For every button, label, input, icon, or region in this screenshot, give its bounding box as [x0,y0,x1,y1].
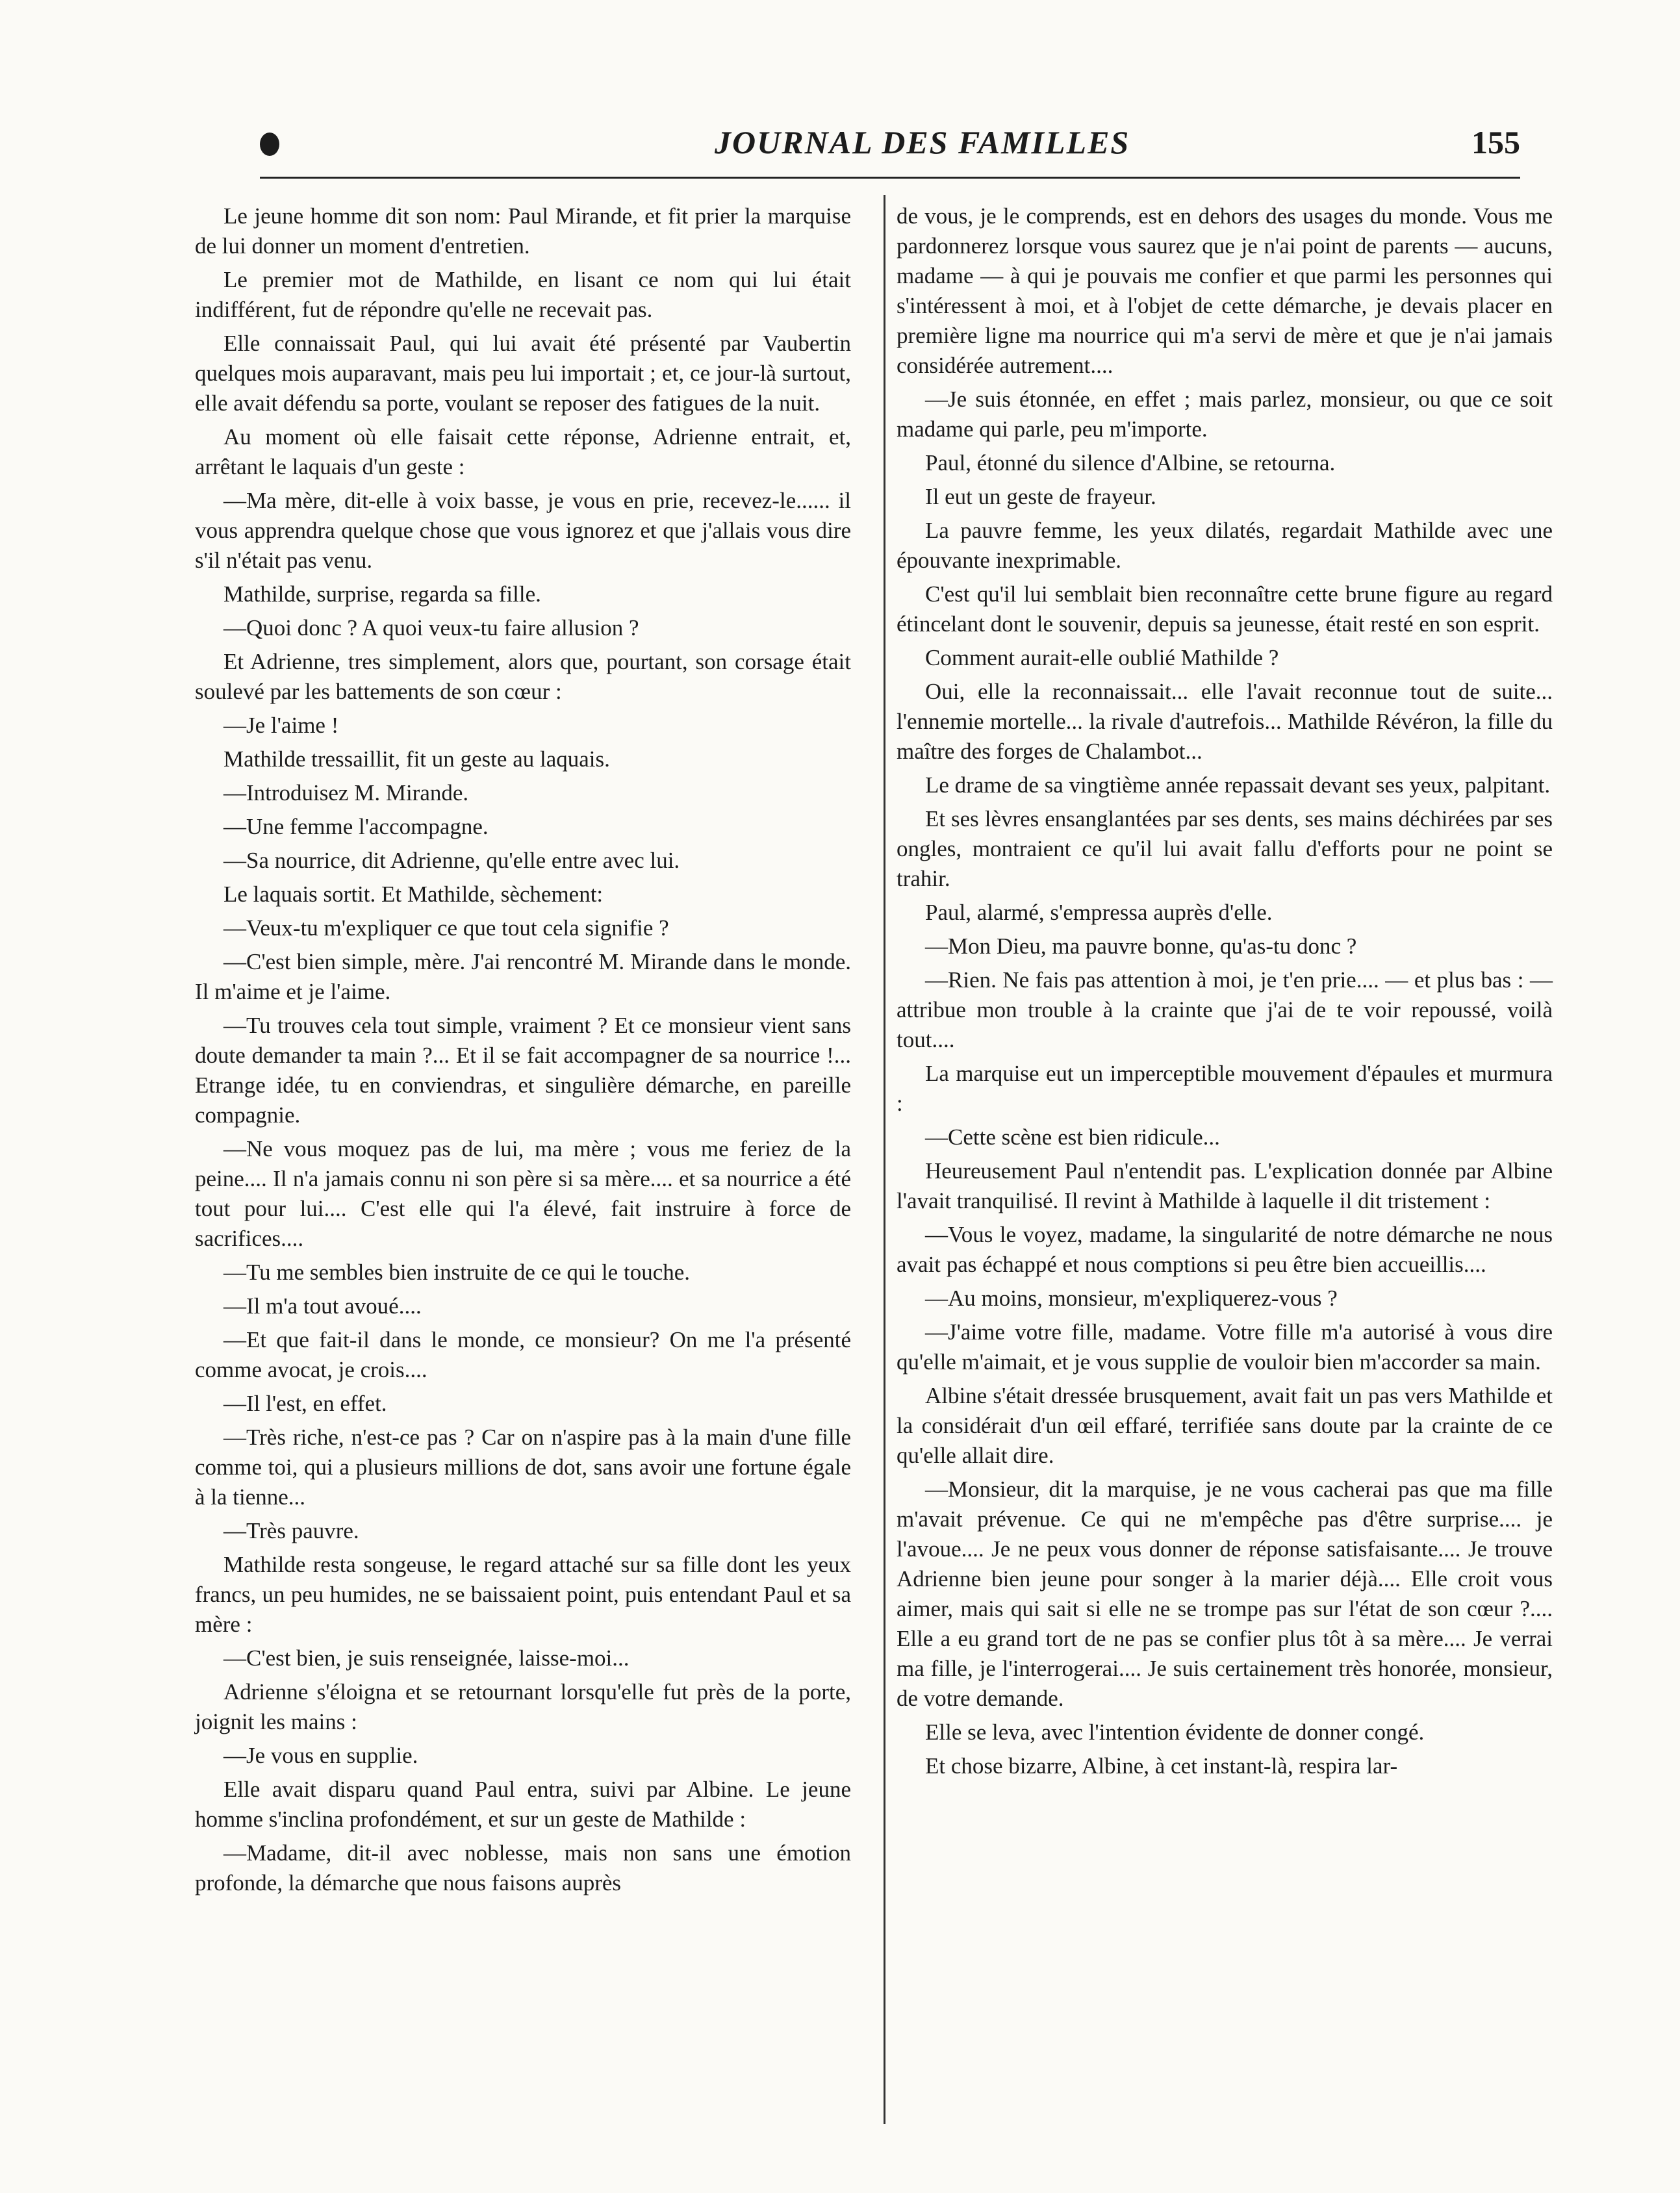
paragraph: Mathilde, surprise, regarda sa fille. [223,581,541,607]
paragraph: Mathilde tressaillit, fit un geste au laquais. [223,746,610,772]
paragraph: Il eut un geste de frayeur. [925,484,1156,509]
paragraph: Elle connaissait Paul, qui lui avait été présenté par Vaubertin quelques mois auparavant, mais peu lui importait ; et, ce jour-là surtout, elle avait défendu sa porte, voulant se reposer des fatigues de la nuit. [195,331,851,416]
paragraph: Mathilde resta songeuse, le regard attaché sur sa fille dont les yeux francs, un peu humides, ne se baissaient point, puis entendant Paul et sa mère : [195,1552,851,1637]
paragraph: de vous, je le comprends, est en dehors des usages du monde. Vous me pardonnerez lorsque vous saurez que je n'ai point de parents — aucuns, madame — à qui je pouvais me confier et que parmi les personnes qui s'intéressent à moi, et à l'objet de cette démarche, je devais placer en première ligne ma nourrice qui m'a servi de mère et que je n'ai jamais considérée autrement.... [897,203,1553,378]
paragraph: —Vous le voyez, madame, la singularité de notre démarche ne nous avait pas échappé et nous comptions si peu être bien accueillis.... [897,1222,1553,1277]
paragraph: —Et que fait-il dans le monde, ce monsieur? On me l'a présenté comme avocat, je crois.... [195,1327,851,1382]
paragraph: —Sa nourrice, dit Adrienne, qu'elle entre avec lui. [223,848,680,873]
paragraph: Comment aurait-elle oublié Mathilde ? [925,645,1279,670]
paragraph: Paul, étonné du silence d'Albine, se retourna. [925,450,1336,475]
paragraph: Le drame de sa vingtième année repassait devant ses yeux, palpitant. [925,772,1551,798]
paragraph: —Tu me sembles bien instruite de ce qui le touche. [223,1260,691,1285]
paragraph: —Rien. Ne fais pas attention à moi, je t'en prie.... — et plus bas : — attribue mon trouble à la crainte que j'ai de te voir repoussé, voilà tout.... [897,967,1553,1052]
paragraph: —Il m'a tout avoué.... [223,1293,422,1319]
paragraph: —Au moins, monsieur, m'expliquerez-vous ? [925,1286,1338,1311]
paragraph: Albine s'était dressée brusquement, avait fait un pas vers Mathilde et la considérait d'un œil effaré, terrifiée sans doute par la crainte de ce qu'elle allait dire. [897,1383,1553,1468]
paragraph: —Tu trouves cela tout simple, vraiment ? Et ce monsieur vient sans doute demander ta main ?... Et il se fait accompagner de sa nourrice !... Etrange idée, tu en conviendras, et singulière démarche, en pareille compagnie. [195,1013,851,1128]
paragraph: Oui, elle la reconnaissait... elle l'avait reconnue tout de suite... l'ennemie mortelle... la rivale d'autrefois... Mathilde Révéron, la fille du maître des forges de Chalambot... [897,679,1553,764]
column-divider [884,195,885,2124]
paragraph: Le premier mot de Mathilde, en lisant ce nom qui lui était indifférent, fut de répondre qu'elle ne recevait pas. [195,267,851,322]
paragraph: —Je vous en supplie. [223,1743,418,1768]
left-column [195,201,851,1902]
paragraph: —Il l'est, en effet. [223,1391,387,1416]
paragraph: —C'est bien simple, mère. J'ai rencontré M. Mirande dans le monde. Il m'aime et je l'aime. [195,949,851,1004]
bullet-mark [260,133,279,156]
page-number: 155 [1471,124,1520,160]
paragraph: —Ma mère, dit-elle à voix basse, je vous en prie, recevez-le...... il vous apprendra quelque chose que vous ignorez et que j'allais vous dire s'il n'était pas venu. [195,488,851,573]
paragraph: —Madame, dit-il avec noblesse, mais non sans une émotion profonde, la démarche que nous faisons auprès [195,1840,851,1895]
paragraph: —Je suis étonnée, en effet ; mais parlez, monsieur, ou que ce soit madame qui parle, peu m'importe. [897,387,1553,442]
paragraph: —Très pauvre. [223,1518,359,1543]
paragraph: —Veux-tu m'expliquer ce que tout cela signifie ? [223,915,669,941]
paragraph: Et chose bizarre, Albine, à cet instant-là, respira lar- [925,1753,1398,1779]
paragraph: Paul, alarmé, s'empressa auprès d'elle. [925,900,1273,925]
paragraph: C'est qu'il lui semblait bien reconnaître cette brune figure au regard étincelant dont le souvenir, depuis sa jeunesse, était resté en son esprit. [897,581,1553,637]
page-header [260,123,1520,175]
paragraph: Elle se leva, avec l'intention évidente de donner congé. [925,1719,1425,1745]
paragraph: —J'aime votre fille, madame. Votre fille m'a autorisé à vous dire qu'elle m'aimait, et je vous supplie de vouloir bien m'accorder sa main. [897,1319,1553,1375]
running-title: JOURNAL DES FAMILLES [715,124,1130,160]
paragraph: Adrienne s'éloigna et se retournant lorsqu'elle fut près de la porte, joignit les mains : [195,1679,851,1734]
paragraph: La marquise eut un imperceptible mouvement d'épaules et murmura : [897,1061,1553,1116]
paragraph: —Introduisez M. Mirande. [223,780,469,805]
paragraph: La pauvre femme, les yeux dilatés, regardait Mathilde avec une épouvante inexprimable. [897,518,1553,573]
paragraph: Et Adrienne, tres simplement, alors que, pourtant, son corsage était soulevé par les battements de son cœur : [195,649,851,704]
paragraph: —C'est bien, je suis renseignée, laisse-moi... [223,1645,630,1671]
paragraph: —Mon Dieu, ma pauvre bonne, qu'as-tu donc ? [925,933,1357,959]
paragraph: —Monsieur, dit la marquise, je ne vous cacherai pas que ma fille m'avait prévenue. Ce qui ne m'empêche pas d'être surprise.... je l'avoue.... Je ne peux vous donner de réponse satisfaisante.... Je trouve Adrienne bien jeune pour songer à la marier déjà.... Elle croit vous aimer, mais qui sait si elle ne se trompe pas sur l'état de son cœur ?.... Elle a eu grand tort de ne pas se confier plus tôt à sa mère.... Je verrai ma fille, je l'interrogerai.... Je suis certainement très honorée, monsieur, de votre demande. [897,1477,1553,1711]
paragraph: Et ses lèvres ensanglantées par ses dents, ses mains déchirées par ses ongles, montraient ce qu'il lui avait fallu d'efforts pour ne point se trahir. [897,806,1553,891]
paragraph: —Une femme l'accompagne. [223,814,489,839]
paragraph: Au moment où elle faisait cette réponse, Adrienne entrait, et, arrêtant le laquais d'un geste : [195,424,851,479]
paragraph: Heureusement Paul n'entendit pas. L'explication donnée par Albine l'avait tranquilisé. Il revint à Mathilde à laquelle il dit tristement : [897,1158,1553,1213]
paragraph: Le laquais sortit. Et Mathilde, sèchement: [223,881,604,907]
paragraph: —Cette scène est bien ridicule... [925,1124,1220,1150]
paragraph: —Je l'aime ! [223,713,339,738]
paragraph: Le jeune homme dit son nom: Paul Mirande, et fit prier la marquise de lui donner un moment d'entretien. [195,203,851,259]
paragraph: Elle avait disparu quand Paul entra, suivi par Albine. Le jeune homme s'inclina profondément, et sur un geste de Mathilde : [195,1777,851,1832]
paragraph: —Ne vous moquez pas de lui, ma mère ; vous me feriez de la peine.... Il n'a jamais connu ni son père si sa mère.... et sa nourrice a été tout pour lui.... C'est elle qui l'a élevé, fait instruire à force de sacrifices.... [195,1136,851,1251]
right-column [897,201,1553,1785]
paragraph: —Quoi donc ? A quoi veux-tu faire allusion ? [223,615,639,640]
header-rule [260,177,1520,179]
paragraph: —Très riche, n'est-ce pas ? Car on n'aspire pas à la main d'une fille comme toi, qui a plusieurs millions de dot, sans avoir une fortune égale à la tienne... [195,1425,851,1510]
